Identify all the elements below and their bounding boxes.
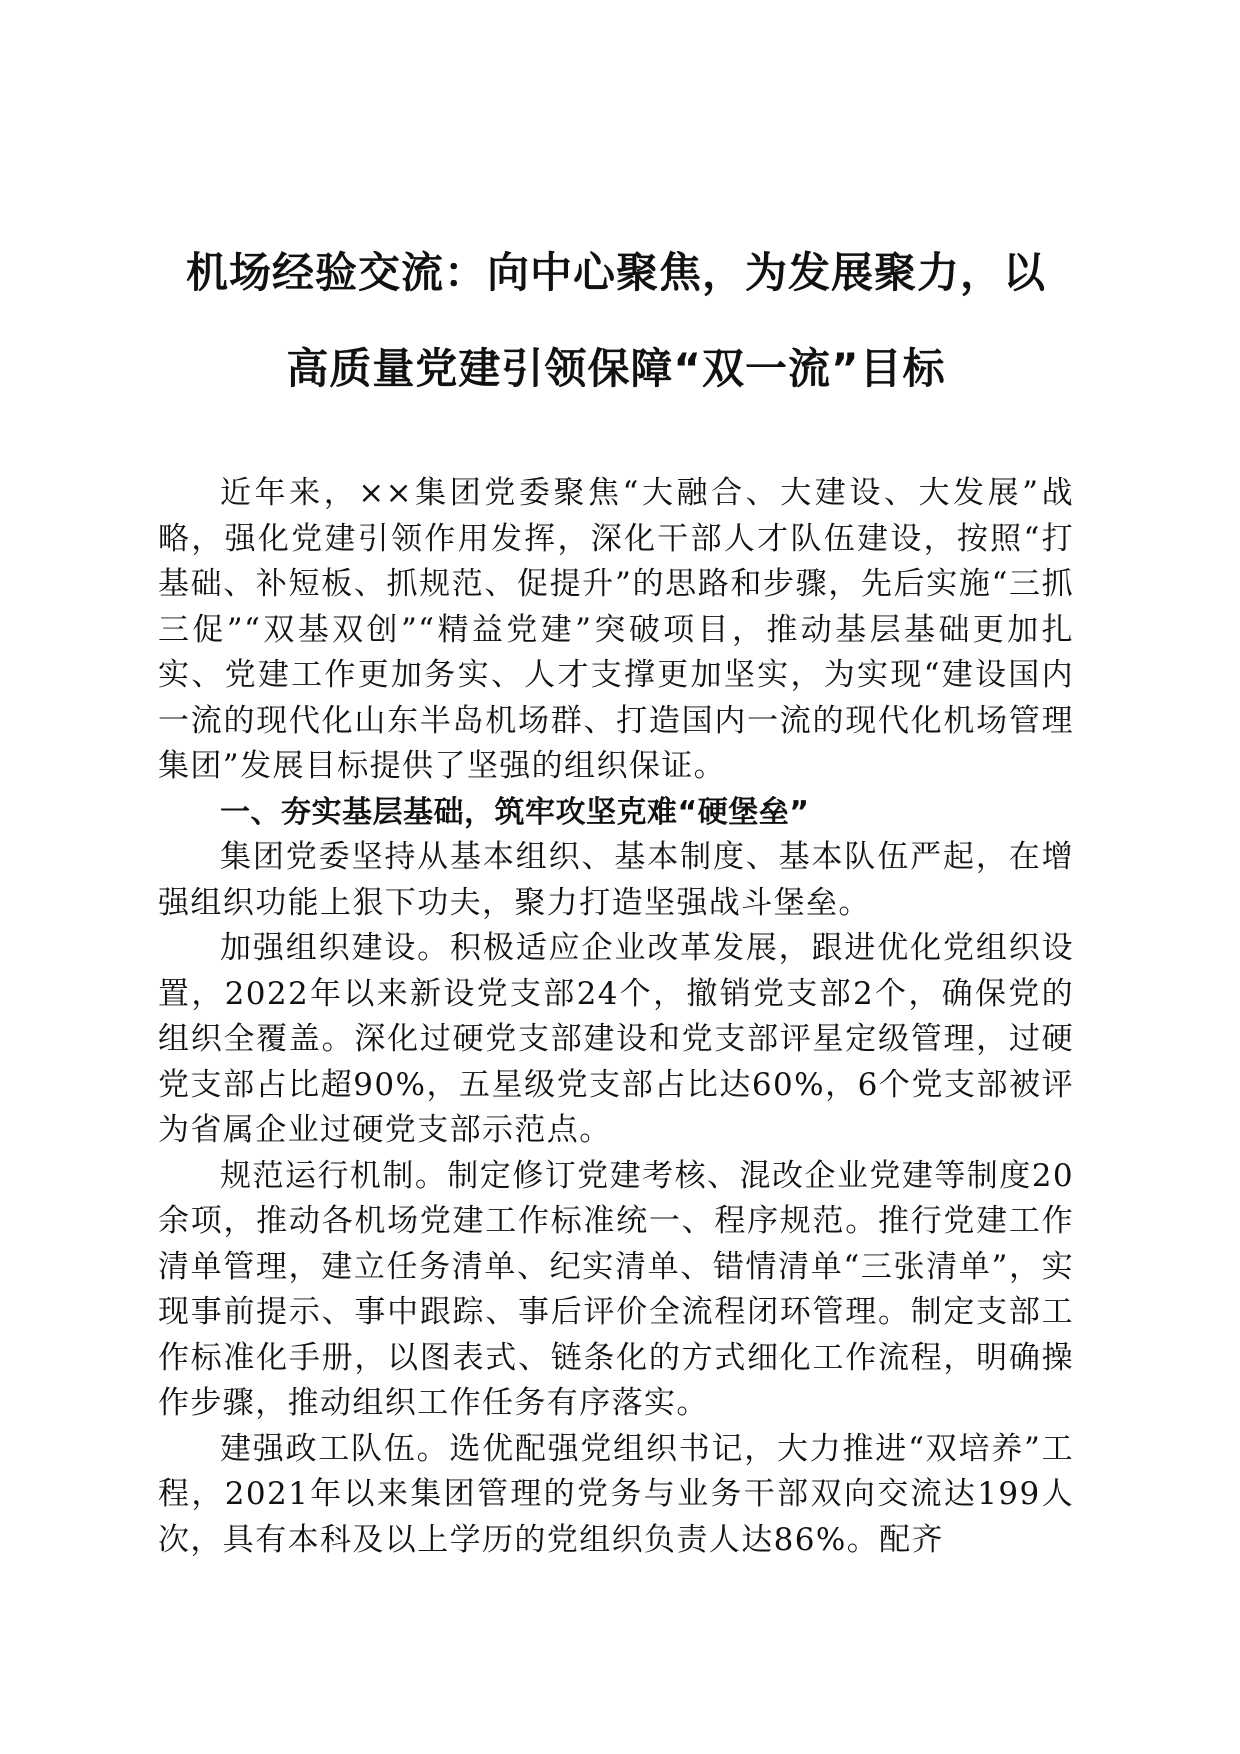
section-1-heading: 一、夯实基层基础，筑牢攻坚克难“硬堡垒” bbox=[220, 794, 810, 830]
intro-paragraph: 近年来，××集团党委聚焦“大融合、大建设、大发展”战略，强化党建引领作用发挥，深化干部人才队伍建设，按照“打基础、补短板、抓规范、促提升”的思路和步骤，先后实施“三抓三促”“双基双创”“精益党建”突破项目，推动基层基础更加扎实、党建工作更加务实、人才支撑更加坚实，为实现“建设国内一流的现代化山东半岛机场群、打造国内一流的现代化机场管理集团”发展目标提供了坚强的组织保证。 bbox=[158, 475, 1074, 784]
title-line-2: 高质量党建引领保障“双一流”目标 bbox=[286, 344, 946, 393]
title-line-1: 机场经验交流：向中心聚焦，为发展聚力，以 bbox=[185, 248, 1046, 297]
section-1-intro-paragraph: 集团党委坚持从基本组织、基本制度、基本队伍严起，在增强组织功能上狠下功夫，聚力打造坚强战斗堡垒。 bbox=[158, 839, 1074, 921]
operating-mechanism-paragraph: 规范运行机制。制定修订党建考核、混改企业党建等制度20余项，推动各机场党建工作标准统一、程序规范。推行党建工作清单管理，建立任务清单、纪实清单、错情清单“三张清单”，实现事前提示、事中跟踪、事后评价全流程闭环管理。制定支部工作标准化手册，以图表式、链条化的方式细化工作流程，明确操作步骤，推动组织工作任务有序落实。 bbox=[158, 1157, 1074, 1421]
document-title bbox=[158, 225, 1074, 417]
document-body bbox=[158, 471, 1074, 1563]
document-page bbox=[158, 225, 1074, 1563]
political-team-paragraph: 建强政工队伍。选优配强党组织书记，大力推进“双培养”工程，2021年以来集团管理的党务与业务干部双向交流达199人次，具有本科及以上学历的党组织负责人达86%。配齐 bbox=[158, 1430, 1074, 1558]
organization-building-paragraph: 加强组织建设。积极适应企业改革发展，跟进优化党组织设置，2022年以来新设党支部24个，撤销党支部2个，确保党的组织全覆盖。深化过硬党支部建设和党支部评星定级管理，过硬党支部占比超90%，五星级党支部占比达60%，6个党支部被评为省属企业过硬党支部示范点。 bbox=[158, 930, 1074, 1148]
